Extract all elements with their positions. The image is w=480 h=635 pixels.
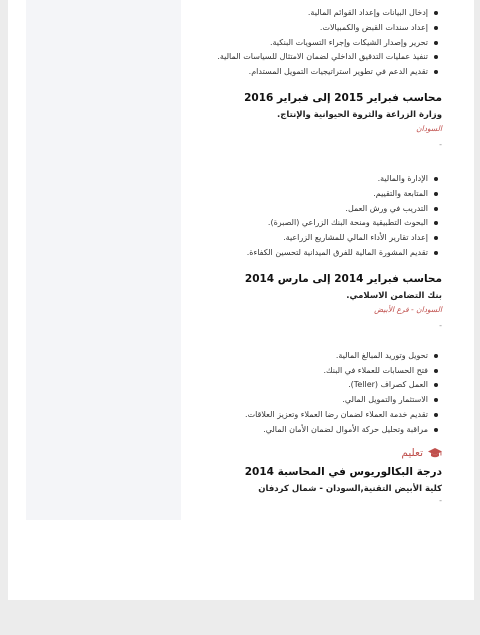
list-item: تحرير وإصدار الشيكات وإجراء التسويات البنكية. (192, 36, 428, 51)
list-item: إعداد تقارير الأداء المالي للمشاريع الزراعية. (192, 231, 428, 246)
job-dash: - (439, 320, 442, 330)
job-organization: بنك التضامن الاسلامي. (346, 290, 442, 301)
education-heading (192, 444, 442, 462)
list-item: تحويل وتوريد المبالغ المالية. (192, 349, 428, 364)
job-title: محاسب فبراير 2014 إلى مارس 2014 (244, 272, 442, 285)
list-item: الاستثمار والتمويل المالي. (192, 393, 428, 408)
list-item: تقديم الدعم في تطوير استراتيجيات التمويل المستدام. (192, 65, 428, 80)
list-item: إعداد سندات القبض والكمبيالات. (192, 21, 428, 36)
list-item: العمل كصراف (Teller). (192, 378, 428, 393)
job-entry (192, 271, 442, 438)
job-location: السودان - فرع الأبيض (374, 304, 442, 314)
education-dash: - (439, 495, 442, 505)
job-bullet-list (192, 349, 442, 438)
list-item: تقديم خدمة العملاء لضمان رضا العملاء وتعزيز العلاقات. (192, 408, 428, 423)
job-entry (192, 90, 442, 261)
degree-title: درجة البكالوريوس في المحاسبة 2014 (244, 465, 442, 478)
job-dash: - (439, 139, 442, 149)
sidebar-panel (26, 0, 181, 520)
list-item: فتح الحسابات للعملاء في البنك. (192, 364, 428, 379)
job-bullet-list (192, 172, 442, 261)
resume-content (192, 6, 442, 508)
top-bullet-list (192, 6, 442, 80)
list-item: إدخال البيانات وإعداد القوائم المالية. (192, 6, 428, 21)
list-item: التدريب في ورش العمل. (192, 202, 428, 217)
graduation-cap-icon (428, 447, 442, 459)
education-heading-label: تعليم (401, 446, 423, 459)
job-title: محاسب فبراير 2015 إلى فبراير 2016 (244, 91, 442, 104)
job-organization: وزارة الزراعة والثروة الحيوانية والإنتاج. (277, 109, 442, 120)
list-item: تنفيذ عمليات التدقيق الداخلي لضمان الامتثال للسياسات المالية. (192, 50, 428, 65)
list-item: الإدارة والمالية. (192, 172, 428, 187)
list-item: البحوث التطبيقية ومنحة البنك الزراعي (الصبرة). (192, 216, 428, 231)
list-item: مراقبة وتحليل حركة الأموال لضمان الأمان المالي. (192, 423, 428, 438)
school-name: كلية الأبيض التقنية,السودان - شمال كردفان (258, 483, 442, 494)
list-item: تقديم المشورة المالية للفرق الميدانية لتحسين الكفاءة. (192, 246, 428, 261)
list-item: المتابعة والتقييم. (192, 187, 428, 202)
job-location: السودان (416, 123, 442, 133)
